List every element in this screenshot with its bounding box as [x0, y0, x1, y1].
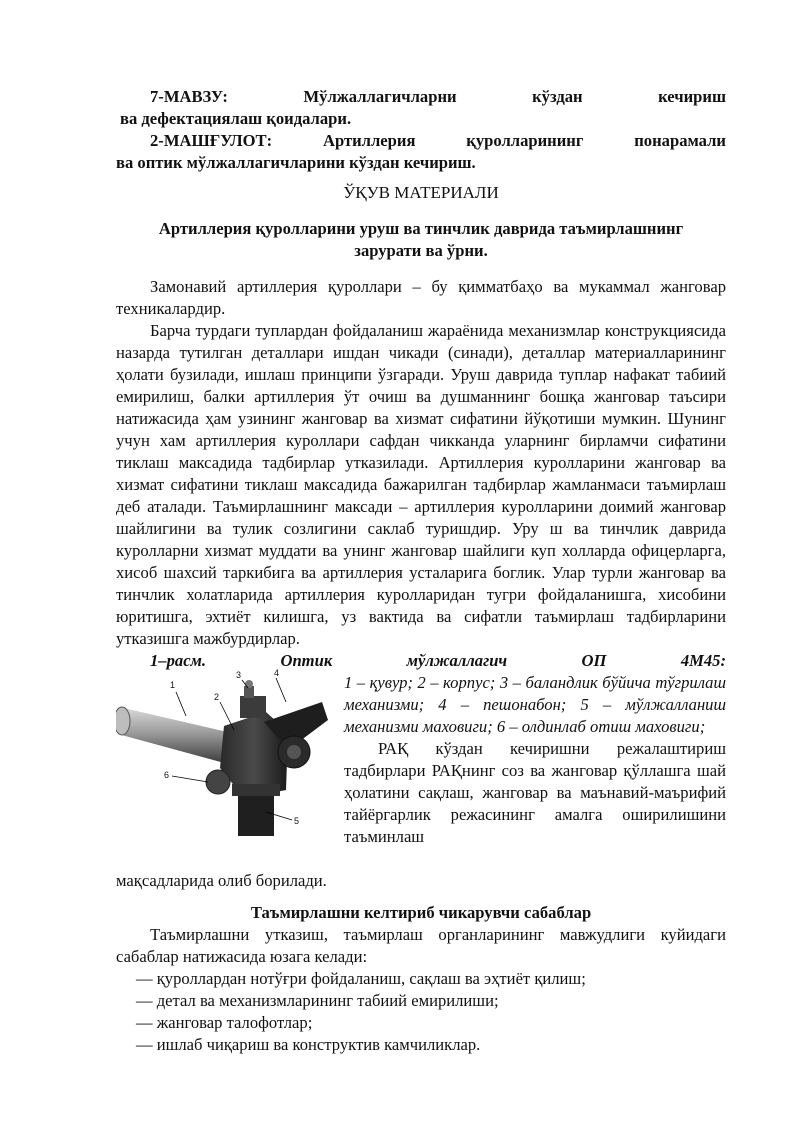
figure-block: [116, 668, 726, 870]
figure-caption-legend: 1 – қувур; 2 – корпус; 3 – баландлик бўйича тўгрилаш механизми; 4 – пешонабон; 5 – мўлжалланиш механизми маховиги; 6 – олдинлаб отиш маховиги;: [344, 673, 726, 736]
topic-heading: [116, 86, 726, 108]
list-item: — қуроллардан нотўғри фойдаланиш, сақлаш ва эҳтиёт қилиш;: [136, 969, 586, 988]
lesson-word: понарамали: [634, 131, 726, 150]
reasons-intro: Таъмирлашни утказиш, таъмирлаш органларининг мавжудлиги куйидаги сабаблар натижасида юзага келади:: [116, 925, 726, 966]
paragraph-main: Барча турдаги туплардан фойдаланиш жараёнида механизмлар конструкциясида назарда тутилган деталлари ишдан чикади (синади), деталлар материалларининг ҳолати бузилади, ишлаш принципи ўзгаради. Уруш даврида туплар нафакат табиий емирилиш, балки артиллерия ўт очиш ва душманнинг бошқа жанговар таъсири натижасида ҳам узининг жанговар ва хизмат сифатини йўқотиши мумкин. Шунинг учун хам артиллерия куроллари сафдан чикканда уларнинг бирламчи сифатини тиклаш максадида тадбирлар утказилади. Артиллерия куролларини жанговар ва хизмат сифатини тиклаш максадида бажарилган тадбирлар жамланмаси таъмирлаш деб аталади. Таъмирлашнинг максади – артиллерия куролларини доимий жанговар шайлигини ва тулик созлигини саклаб туришдир. Уру ш ва тинчлик даврида куролларни хизмат муддати ва унинг жанговар шайлиги куп холларда офицерларга, хисоб шахсий таркибига ва артиллерия усталарига боглик. Улар турли жанговар ва тинчлик холатларида артиллерия куролларидан тугри фойдаланишга, хисобини юритишга, эхтиёт килишга, уз вактида ва сифатли таъмирлаш тадбирларини утказишга мажбурдирлар.: [116, 321, 726, 648]
figure-paragraph-tail: мақсадларида олиб борилади.: [116, 871, 327, 890]
caption-word: 4М45:: [680, 651, 726, 670]
optical-sight-image: [116, 668, 330, 848]
caption-word: мўлжаллагич: [406, 651, 508, 670]
callout-3: 3: [236, 670, 242, 680]
lesson-word: Артиллерия: [322, 131, 416, 150]
list-item: — жанговар талофотлар;: [136, 1013, 313, 1032]
topic-label: 7-МАВЗУ:: [150, 87, 228, 106]
topic-word: кўздан: [532, 87, 583, 106]
page-content: [116, 86, 726, 1056]
paragraph-intro: Замонавий артиллерия қуроллари – бу қимматбаҳо ва мукаммал жанговар техникалардир.: [116, 277, 726, 318]
list-item: — ишлаб чиқариш ва конструктив камчиликлар.: [136, 1035, 481, 1054]
figure-side-text: [344, 672, 726, 848]
lesson-heading: [116, 130, 726, 152]
callout-1: 1: [170, 680, 176, 690]
subtitle: [116, 218, 726, 262]
topic-word: Мўлжаллагичларни: [303, 87, 457, 106]
reasons-title: Таъмирлашни келтириб чикарувчи сабаблар: [250, 903, 592, 922]
callout-6: 6: [164, 770, 170, 780]
callout-2: 2: [214, 692, 220, 702]
subtitle-line2: зарурати ва ўрни.: [354, 241, 488, 260]
caption-label: 1–расм.: [150, 651, 207, 670]
topic-word: кечириш: [658, 87, 726, 106]
lesson-label: 2-МАШҒУЛОТ:: [150, 131, 273, 150]
topic-heading-line2: ва дефектациялаш қоидалари.: [120, 109, 352, 128]
figure-side-paragraph: РАҚ кўздан кечиришни режалаштириш тадбирлари РАҚнинг соз ва жанговар қўллашга шай ҳолатини сақлаш, жанговар ва маънавий-маърифий тайёргарлик режасининг амалга оширилишини таъминлаш: [344, 739, 726, 846]
callout-5: 5: [294, 816, 300, 826]
figure-caption-title: [116, 650, 726, 672]
callout-4: 4: [274, 668, 280, 678]
subtitle-line1: Артиллерия қуролларини уруш ва тинчлик даврида таъмирлашнинг: [158, 219, 684, 238]
list-item: — детал ва механизмларининг табиий емирилиши;: [136, 991, 499, 1010]
lesson-word: қуролларининг: [466, 131, 584, 150]
caption-word: ОП: [581, 651, 607, 670]
lesson-heading-line2: ва оптик мўлжаллагичларини кўздан кечириш.: [116, 153, 476, 172]
caption-word: Оптик: [280, 651, 333, 670]
section-title: ЎҚУВ МАТЕРИАЛИ: [343, 183, 499, 202]
